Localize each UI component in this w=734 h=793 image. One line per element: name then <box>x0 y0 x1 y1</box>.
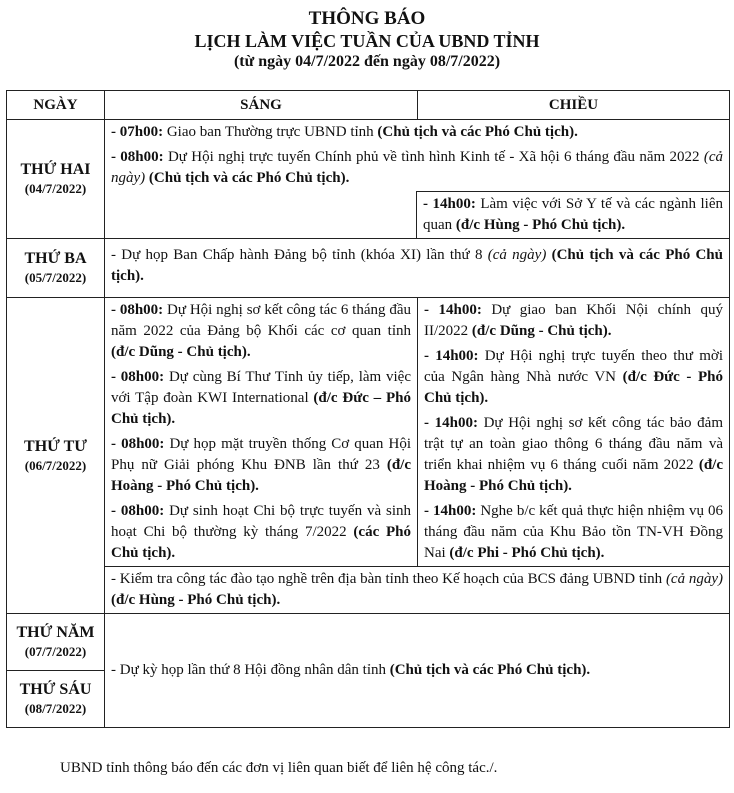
day-date: (07/7/2022) <box>24 644 87 659</box>
document-subtitle: LỊCH LÀM VIỆC TUẦN CỦA UBND TỈNH <box>194 31 540 51</box>
document-header <box>0 8 734 72</box>
list-item: - 14h00: Dự Hội nghị trực tuyến theo thư mời của Ngân hàng Nhà nước VN (đ/c Đức - Phó Chủ tịch). <box>424 348 723 406</box>
day-name: THỨ TƯ <box>24 437 87 455</box>
table-row-wednesday-fullday <box>7 567 730 614</box>
column-header-afternoon: CHIỀU <box>418 91 730 120</box>
schedule-cell-tuesday <box>105 239 730 298</box>
schedule-cell-monday <box>105 120 730 239</box>
list-item: - 08h00: Dự Hội nghị sơ kết công tác 6 tháng đầu năm 2022 của Đảng bộ Khối các cơ quan tỉnh (đ/c Dũng - Chủ tịch). <box>111 302 411 360</box>
day-date: (05/7/2022) <box>24 270 87 285</box>
day-cell-wednesday <box>7 298 105 614</box>
list-item: - Dự kỳ họp lần thứ 8 Hội đồng nhân dân tỉnh (Chủ tịch và các Phó Chủ tịch). <box>111 662 591 678</box>
date-range: (từ ngày 04/7/2022 đến ngày 08/7/2022) <box>233 53 501 70</box>
schedule-cell-wednesday-morning <box>105 298 418 567</box>
day-name: THỨ BA <box>24 250 87 267</box>
list-item: - 14h00: Nghe b/c kết quả thực hiện nhiệm vụ 06 tháng đầu năm của Khu Bảo tồn TN-VH Đồng Nai (đ/c Phi - Phó Chủ tịch). <box>424 503 723 561</box>
table-row-monday <box>7 120 730 239</box>
day-name: THỨ NĂM <box>16 624 95 641</box>
list-item: - 14h00: Làm việc với Sở Y tế và các ngành liên quan (đ/c Hùng - Phó Chủ tịch). <box>416 191 729 238</box>
day-date: (04/7/2022) <box>24 181 87 196</box>
footer-note: UBND tỉnh thông báo đến các đơn vị liên quan biết để liên hệ công tác./. <box>60 760 498 776</box>
schedule-cell-wednesday-afternoon <box>418 298 730 567</box>
document-title: THÔNG BÁO <box>308 8 426 29</box>
day-name: THỨ HAI <box>20 161 91 178</box>
schedule-cell-thursday-friday <box>105 614 730 728</box>
day-cell-friday <box>7 671 105 728</box>
day-date: (08/7/2022) <box>24 701 87 716</box>
table-header-row <box>7 91 730 120</box>
day-name: THỨ SÁU <box>19 681 92 698</box>
list-item: - 08h00: Dự Hội nghị trực tuyến Chính phủ về tình hình Kinh tế - Xã hội 6 tháng đầu năm 2022 (cả ngày) (Chủ tịch và các Phó Chủ tịch). <box>111 149 723 186</box>
list-item: - 14h00: Dự Hội nghị sơ kết công tác bảo đảm trật tự an toàn giao thông 6 tháng đầu năm và triển khai nhiệm vụ 6 tháng cuối năm 2022 (đ/c Hoàng - Phó Chủ tịch). <box>424 415 723 494</box>
table-row-thursday <box>7 614 730 671</box>
list-item: - Dự họp Ban Chấp hành Đảng bộ tỉnh (khóa XI) lần thứ 8 (cả ngày) (Chủ tịch và các Phó Chủ tịch). <box>111 247 723 284</box>
day-cell-tuesday <box>7 239 105 298</box>
table-row-tuesday <box>7 239 730 298</box>
column-header-day: NGÀY <box>7 91 105 120</box>
schedule-cell-wednesday-fullday <box>105 567 730 614</box>
list-item: - 14h00: Dự giao ban Khối Nội chính quý II/2022 (đ/c Dũng - Chủ tịch). <box>424 302 723 339</box>
day-cell-thursday <box>7 614 105 671</box>
list-item: - 08h00: Dự sinh hoạt Chi bộ trực tuyến và sinh hoạt Chi bộ thường kỳ tháng 7/2022 (các Phó Chủ tịch). <box>111 503 411 561</box>
list-item: - 08h00: Dự họp mặt truyền thống Cơ quan Hội Phụ nữ Giải phóng Khu ĐNB lần thứ 23 (đ/c Hoàng - Phó Chủ tịch). <box>111 436 411 494</box>
day-cell-monday <box>7 120 105 239</box>
list-item: - 07h00: Giao ban Thường trực UBND tỉnh (Chủ tịch và các Phó Chủ tịch). <box>111 124 578 140</box>
table-row-wednesday <box>7 298 730 567</box>
list-item: - Kiểm tra công tác đào tạo nghề trên địa bàn tỉnh theo Kế hoạch của BCS đảng UBND tỉnh (cả ngày) (đ/c Hùng - Phó Chủ tịch). <box>111 571 723 608</box>
schedule-table <box>6 90 730 728</box>
list-item: - 08h00: Dự cùng Bí Thư Tỉnh ủy tiếp, làm việc với Tập đoàn KWI International (đ/c Đức – Phó Chủ tịch). <box>111 369 411 427</box>
column-header-morning: SÁNG <box>105 91 418 120</box>
day-date: (06/7/2022) <box>24 457 87 473</box>
